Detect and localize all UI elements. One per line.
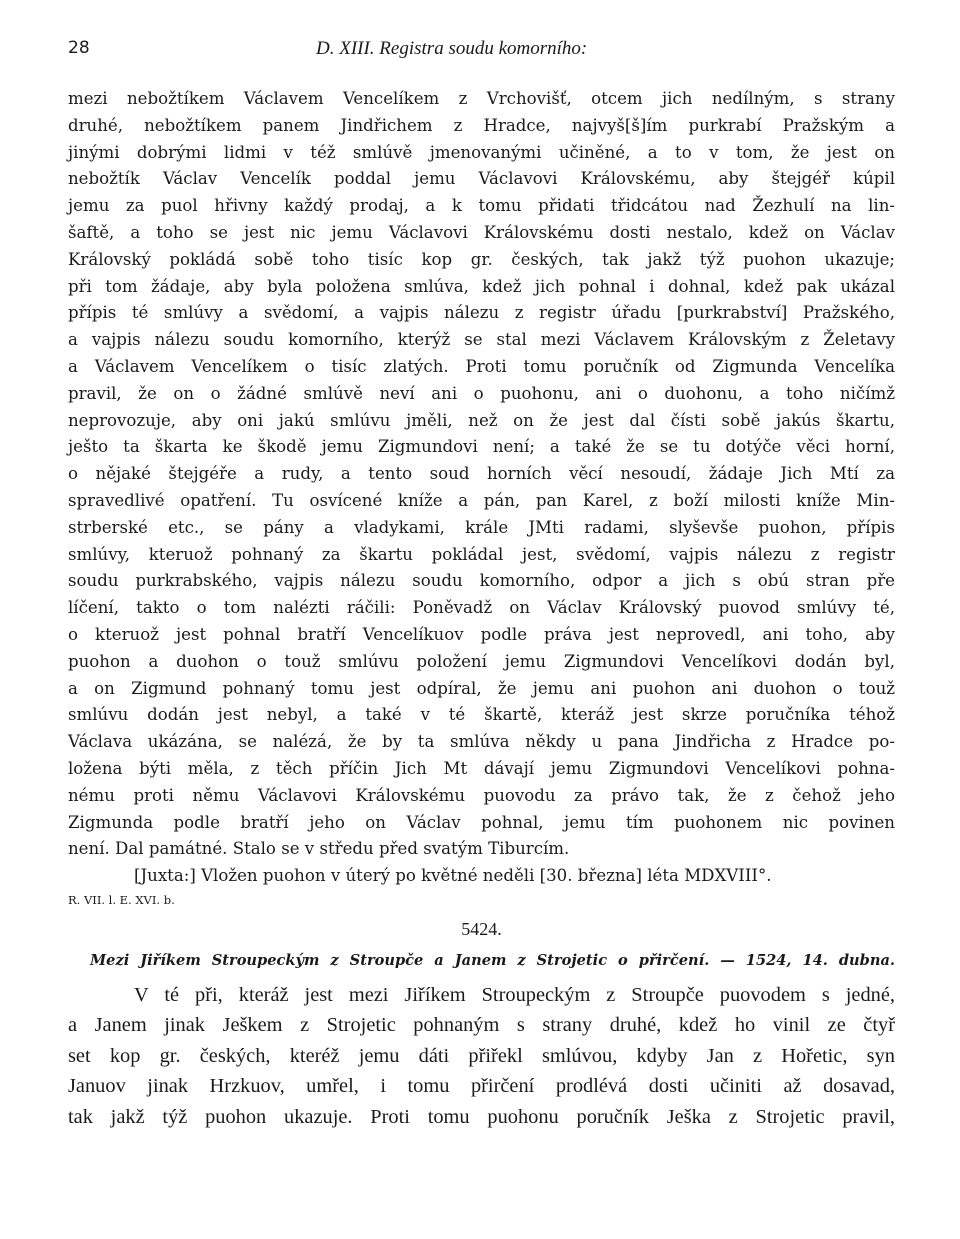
text-line: mezi nebožtíkem Václavem Vencelíkem z Vrchovišť, otcem jich nedílným, s strany	[68, 89, 895, 108]
text-line: není. Dal památné. Stalo se v středu před svatým Tiburcím.	[68, 839, 570, 859]
text-line: spravedlivé opatření. Tu osvícené kníže a pán, pan Karel, z boží milosti kníže Min-	[68, 490, 895, 510]
text-line: o nějaké štejgéře a rudy, a tento soud horních věcí nesoudí, žádaje Jich Mtí za	[68, 464, 895, 484]
text-line: soudu purkrabského, vajpis nálezu soudu komorního, odpor a jich s obú stran pře	[68, 571, 895, 591]
text-line: a Václavem Vencelíkem o tisíc zlatých. Proti tomu poručník od Zigmunda Vencelíka	[68, 356, 895, 376]
text-line: líčení, takto o tom nalézti ráčili: Poněvadž on Václav Královský puovod smlúvy té,	[68, 598, 895, 618]
entry-text	[68, 980, 895, 1133]
text-line: a Janem jinak Ješkem z Strojetic pohnaným s strany druhé, kdež ho vinil ze čtyř	[68, 1014, 895, 1037]
text-line: smlúvy, kteruož pohnaný za škartu pokládal jest, svědomí, vajpis nálezu z registr	[68, 544, 895, 564]
text-line: o kteruož jest pohnal bratří Vencelíkuov podle práva jest neprovedl, ani toho, aby	[68, 624, 895, 644]
text-line: druhé, nebožtíkem panem Jindřichem z Hradce, najvyš[š]ím purkrabí Pražským a	[68, 115, 895, 135]
text-line: neprovozuje, aby oni jakú smlúvu jměli, než on že jest dal čísti sobě jakús škartu,	[68, 410, 895, 430]
document-page	[68, 38, 895, 1132]
text-line: Zigmunda podle bratří jeho on Václav pohnal, jemu tím puohonem nic povinen	[68, 812, 895, 832]
body-text	[68, 86, 895, 912]
text-line: puohon a duohon o touž smlúvu položení jemu Zigmundovi Vencelíkovi dodán byl,	[68, 651, 895, 671]
text-line: jemu za puol hřivny každý prodaj, a k tomu přidati třidcátou nad Žezhulí na lin-	[68, 196, 895, 216]
text-line: tak jakž týž puohon ukazuje. Proti tomu puohonu poručník Ješka z Strojetic pravil,	[68, 1105, 895, 1128]
text-line: jinými dobrými lidmi v též smlúvě jmenovanými učiněné, a to v tom, že jest on	[68, 142, 895, 162]
text-line: při tom žádaje, aby byla položena smlúva, kdež jich pohnal i dohnal, kdež pak ukázal	[68, 276, 895, 296]
text-line: pravil, že on o žádné smlúvě neví ani o puohonu, ani o duohonu, a toho ničímž	[68, 383, 895, 403]
running-title: D. XIII. Registra soudu komorního:	[316, 38, 588, 59]
text-line: ješto ta škarta ke škodě jemu Zigmundovi není; a také že se tu dotýče věci horní,	[68, 437, 895, 457]
text-line: Václava ukázána, se nalézá, že by ta smlúva někdy u pana Jindřicha z Hradce po-	[68, 732, 895, 752]
text-line: smlúvu dodán jest nebyl, a také v té škartě, kteráž jest skrze poručníka téhož	[68, 705, 895, 725]
archive-signature: R. VII. l. E. XVI. b.	[68, 892, 175, 907]
text-line: a on Zigmund pohnaný tomu jest odpíral, že jemu ani puohon ani duohon o touž	[68, 678, 895, 698]
text-line: nému proti němu Václavovi Královskému puovodu za právo tak, že z čehož jeho	[68, 785, 895, 805]
text-line: strberské etc., se pány a vladykami, krále JMti radami, slyševše puohon, přípis	[68, 517, 895, 537]
text-line: set kop gr. českých, kteréž jemu dáti přiřekl smlúvou, kdyby Jan z Hořetic, syn	[68, 1044, 895, 1067]
text-line: šaftě, a toho se jest nic jemu Václavovi Královskému dosti nestalo, kdež on Václav	[68, 222, 895, 242]
text-line: Januov jinak Hrzkuov, umřel, i tomu přirčení prodlévá dosti učiniti až dosavad,	[68, 1075, 895, 1098]
text-line: přípis té smlúvy a svědomí, a vajpis nálezu z registr úřadu [purkrabství] Pražského,	[68, 303, 895, 323]
entry-number: 5424.	[461, 918, 502, 939]
text-line: ložena býti měla, z těch příčin Jich Mt dávají jemu Zigmundovi Vencelíkovi pohna-	[68, 758, 895, 778]
text-line: Královský pokládá sobě toho tisíc kop gr. českých, tak jakž týž puohon ukazuje;	[68, 249, 895, 269]
entry-summary: Mezi Jiříkem Stroupeckým z Stroupče a Janem z Strojetic o přirčení. — 1524, 14. dubna.	[90, 951, 895, 969]
running-header	[68, 38, 895, 68]
text-line: a vajpis nálezu soudu komorního, kterýž se stal mezi Václavem Královským z Želetavy	[68, 330, 895, 350]
entry-5424	[68, 914, 895, 1133]
juxta-note: [Juxta:] Vložen puohon v úterý po květné neděli [30. března] léta MDXVIII°.	[134, 866, 772, 886]
text-line: nebožtík Václav Vencelík poddal jemu Václavovi Královskému, aby štejgéř kúpil	[68, 169, 895, 189]
page-number: 28	[68, 38, 90, 58]
text-line: V té při, kteráž jest mezi Jiříkem Stroupeckým z Stroupče puovodem s jedné,	[134, 983, 895, 1006]
